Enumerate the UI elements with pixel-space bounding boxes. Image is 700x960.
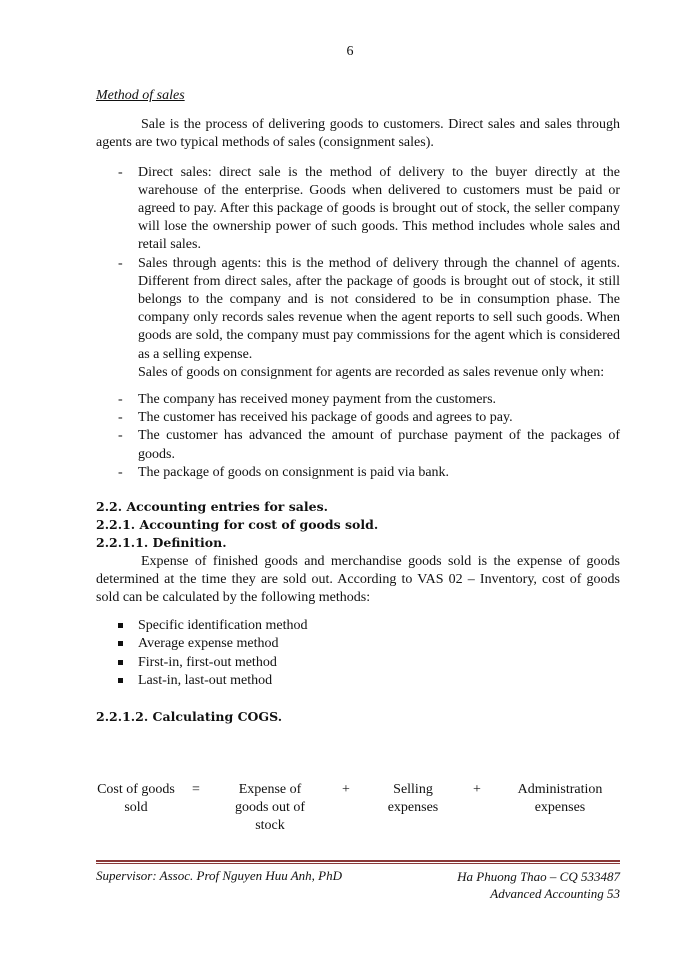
section-heading-2-2-1-2: 2.2.1.2. Calculating COGS. — [96, 709, 283, 725]
footer-author-block — [457, 868, 620, 902]
list-item-text: The customer has advanced the amount of purchase payment of the packages of goods. — [138, 428, 620, 462]
list-item-text: Direct sales: direct sale is the method of delivery to the buyer directly at the warehouse of the enterprise. Goods when delivered to customers must be paid or agreed to pay. After this package of goods is brought out of stock, the seller company will lose the ownership power of such goods. This method includes whole sales and retail sales. — [138, 164, 620, 253]
consignment-paragraph: Sales of goods on consignment for agents are recorded as sales revenue only when: — [138, 364, 605, 380]
square-bullet-icon — [118, 623, 123, 628]
method-of-sales-heading: Method of sales — [96, 88, 185, 103]
list-item — [96, 617, 620, 635]
list-item-text: The company has received money payment from the customers. — [138, 392, 497, 408]
list-item — [96, 427, 620, 463]
list-item-text: Sales through agents: this is the method of delivery through the channel of agents. Different from direct sales, after the package of goods is brought out of stock, it still belongs to the company and is not considered to be in consumption phase. The company only records sales revenue when the agent reports to sell such goods. When goods are sold, the company must pay commissions for the agent which is considered as a selling expense. — [138, 255, 620, 362]
revenue-conditions-list — [96, 391, 620, 482]
list-item-text: Last-in, last-out method — [138, 672, 273, 688]
footer-rule — [96, 863, 620, 864]
formula-term-selling-expenses: Selling expenses — [387, 782, 439, 815]
formula-plus: + — [473, 782, 481, 797]
formula-term-administration-expenses: Administration expenses — [517, 782, 603, 815]
section-heading-2-2-1-1: 2.2.1.1. Definition. — [96, 535, 227, 551]
page-number: 6 — [346, 44, 354, 59]
cogs-formula — [96, 781, 620, 841]
valuation-methods-list — [96, 617, 620, 690]
footer-class: Advanced Accounting 53 — [490, 886, 620, 901]
list-item — [96, 255, 620, 364]
dash-bullet: - — [118, 464, 123, 480]
list-item — [96, 464, 620, 482]
list-item-text: The customer has received his package of goods and agrees to pay. — [138, 410, 513, 426]
footer-supervisor: Supervisor: Assoc. Prof Nguyen Huu Anh, PhD — [96, 868, 343, 883]
document-body — [96, 87, 620, 726]
square-bullet-icon — [118, 660, 123, 665]
dash-bullet: - — [118, 164, 123, 180]
intro-paragraph: Sale is the process of delivering goods to customers. Direct sales and sales through agents are two typical methods of sales (consignment sales). — [96, 117, 620, 151]
list-item-text: Specific identification method — [138, 618, 308, 634]
square-bullet-icon — [118, 678, 123, 683]
formula-term-goods-out-of-stock: Expense of goods out of stock — [235, 782, 305, 833]
list-item-text: First-in, first-out method — [138, 654, 277, 670]
dash-bullet: - — [118, 410, 123, 426]
dash-bullet: - — [118, 392, 123, 408]
section-heading-2-2-1: 2.2.1. Accounting for cost of goods sold. — [96, 517, 379, 533]
definition-paragraph: Expense of finished goods and merchandise goods sold is the expense of goods determined at the time they are sold out. According to VAS 02 – Inventory, cost of goods sold can be calculated by the following methods: — [96, 553, 620, 606]
list-item — [96, 391, 620, 409]
list-item — [96, 635, 620, 653]
list-item — [96, 409, 620, 427]
formula-plus: + — [342, 782, 350, 797]
list-item — [96, 654, 620, 672]
list-item-text: Average expense method — [138, 636, 279, 652]
square-bullet-icon — [118, 641, 123, 646]
formula-equals: = — [192, 782, 200, 797]
list-item — [96, 164, 620, 255]
formula-lhs: Cost of goods sold — [97, 782, 175, 815]
footer-author: Ha Phuong Thao – CQ 533487 — [457, 869, 620, 884]
list-item-text: The package of goods on consignment is paid via bank. — [138, 464, 450, 480]
dash-bullet: - — [118, 428, 123, 444]
list-item — [96, 672, 620, 690]
section-heading-2-2: 2.2. Accounting entries for sales. — [96, 499, 328, 515]
sales-methods-list — [96, 164, 620, 364]
dash-bullet: - — [118, 255, 123, 271]
footer-rule — [96, 860, 620, 862]
